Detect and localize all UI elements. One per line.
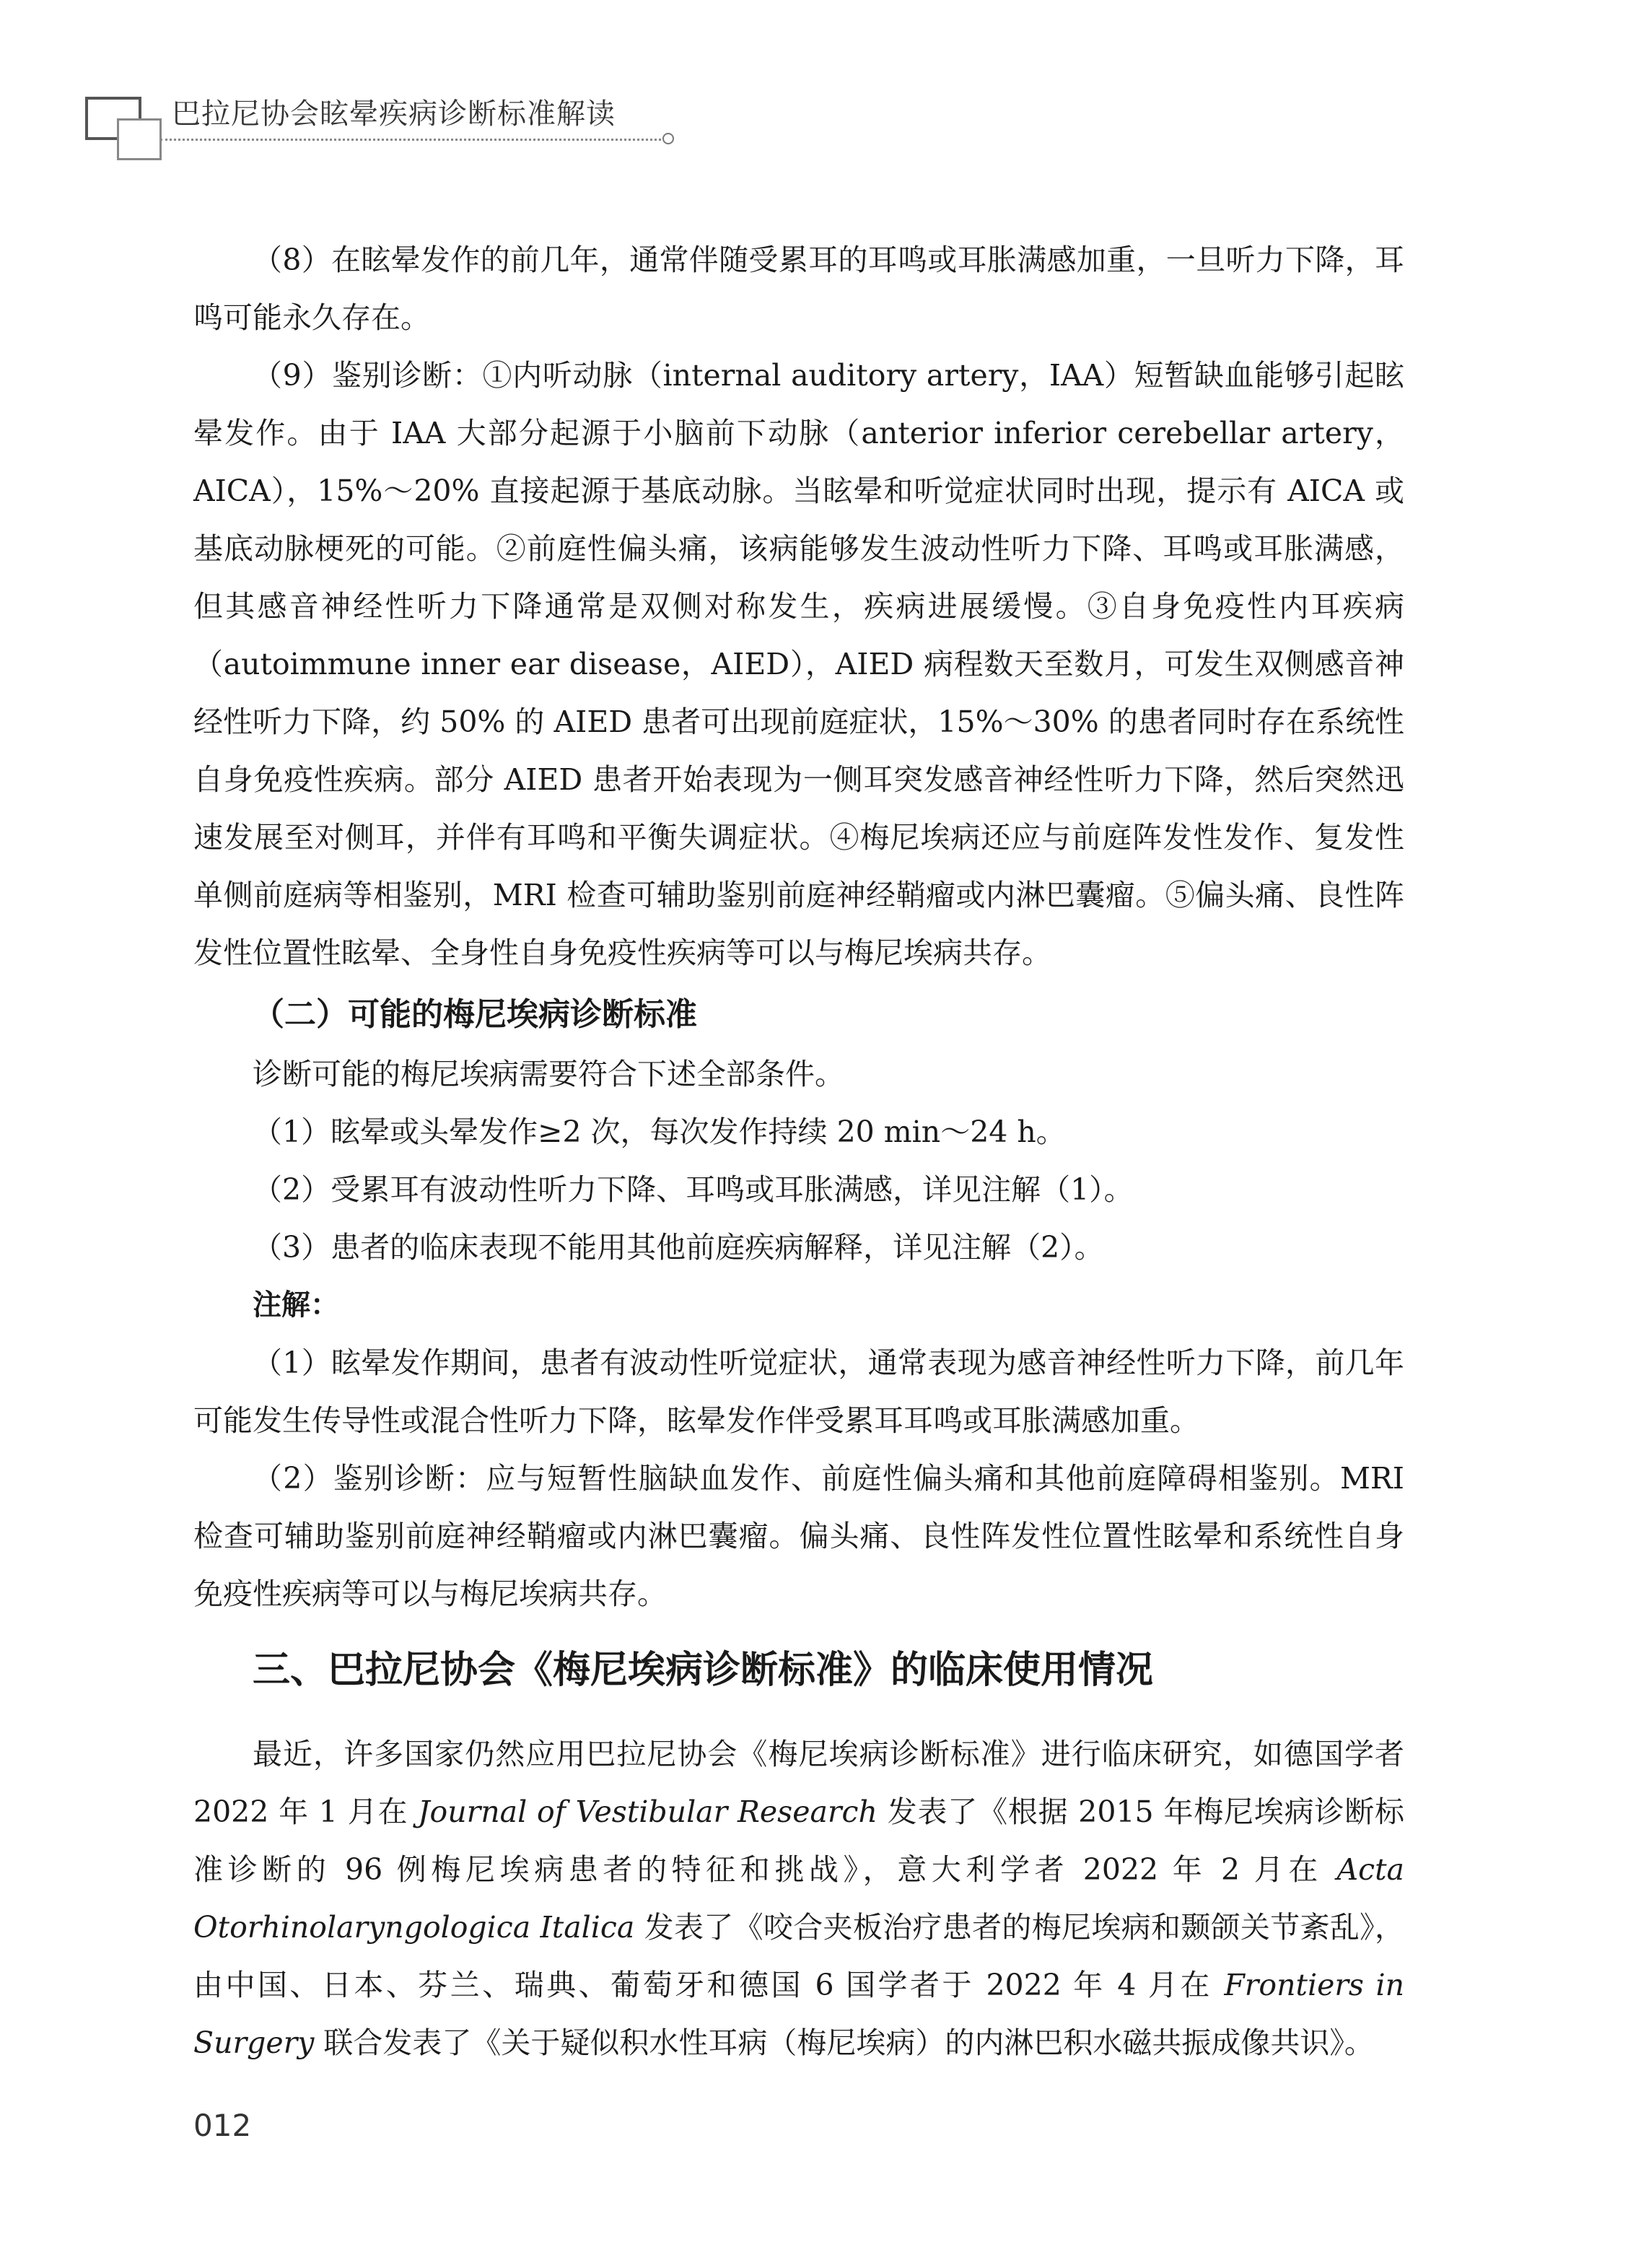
text-run: 发表了《根据 2015 年梅尼埃病诊断标准诊断的 96 例梅尼埃病患者的特征和挑战》，意大利学者 2022 年 2 月在 xyxy=(193,1794,1404,1887)
header-title: 巴拉尼协会眩晕疾病诊断标准解读 xyxy=(172,97,616,131)
criteria-intro: 诊断可能的梅尼埃病需要符合下述全部条件。 xyxy=(253,1057,844,1091)
page-number: 012 xyxy=(193,2108,252,2143)
note-2: （2）鉴别诊断：应与短暂性脑缺血发作、前庭性偏头痛和其他前庭障碍相鉴别。MRI 检查可辅助鉴别前庭神经鞘瘤或内淋巴囊瘤。偏头痛、良性阵发性位置性眩晕和系统性自身免疫性疾病等可以与梅尼埃病共存。 xyxy=(193,1461,1404,1611)
header-dotted-rule xyxy=(160,139,665,141)
text-run: 联合发表了《关于疑似积水性耳病（梅尼埃病）的内淋巴积水磁共振成像共识》。 xyxy=(314,2025,1374,2060)
header-rule-end-icon xyxy=(662,133,674,144)
running-header xyxy=(79,87,678,159)
section-heading-clinical-use: 三、巴拉尼协会《梅尼埃病诊断标准》的临床使用情况 xyxy=(253,1649,1154,1692)
notes-label: 注解： xyxy=(253,1288,339,1322)
journal-name: Journal of Vestibular Research xyxy=(418,1794,878,1829)
criterion-2: （2）受累耳有波动性听力下降、耳鸣或耳胀满感，详见注解（1）。 xyxy=(253,1172,1134,1207)
header-logo-overlap-icon xyxy=(117,118,162,160)
paragraph-item-8: （8）在眩晕发作的前几年，通常伴随受累耳的耳鸣或耳胀满感加重，一旦听力下降，耳鸣可能永久存在。 xyxy=(193,243,1404,335)
paragraph-clinical-use xyxy=(193,1725,1404,2072)
subheading-possible-criteria: （二）可能的梅尼埃病诊断标准 xyxy=(253,996,697,1033)
journal-name: Frontiers in Surgery xyxy=(193,1968,1404,2060)
text-run: 发表了《咬合夹板治疗患者的梅尼埃病和颞颌关节紊乱》，由中国、日本、芬兰、瑞典、葡萄牙和德国 6 国学者于 2022 年 4 月在 xyxy=(193,1910,1404,2002)
text-run: 最近，许多国家仍然应用巴拉尼协会《梅尼埃病诊断标准》进行临床研究，如德国学者 2022 年 1 月在 xyxy=(193,1737,1404,1829)
criterion-3: （3）患者的临床表现不能用其他前庭疾病解释，详见注解（2）。 xyxy=(253,1230,1104,1265)
page-body xyxy=(193,231,1404,2072)
journal-name: Acta Otorhinolaryngologica Italica xyxy=(193,1852,1404,1945)
note-1: （1）眩晕发作期间，患者有波动性听觉症状，通常表现为感音神经性听力下降，前几年可能发生传导性或混合性听力下降，眩晕发作伴受累耳耳鸣或耳胀满感加重。 xyxy=(193,1345,1404,1438)
criterion-1: （1）眩晕或头晕发作≥2 次，每次发作持续 20 min～24 h。 xyxy=(253,1115,1066,1149)
paragraph-item-9: （9）鉴别诊断：①内听动脉（internal auditory artery，IAA）短暂缺血能够引起眩晕发作。由于 IAA 大部分起源于小脑前下动脉（anterior inferior cerebellar artery，AICA），15%～20% 直接起源于基底动脉。当眩晕和听觉症状同时出现，提示有 AICA 或基底动脉梗死的可能。②前庭性偏头痛，该病能够发生波动性听力下降、耳鸣或耳胀满感，但其感音神经性听力下降通常是双侧对称发生，疾病进展缓慢。③自身免疫性内耳疾病（autoimmune inner ear disease，AIED），AIED 病程数天至数月，可发生双侧感音神经性听力下降，约 50% 的 AIED 患者可出现前庭症状，15%～30% 的患者同时存在系统性自身免疫性疾病。部分 AIED 患者开始表现为一侧耳突发感音神经性听力下降，然后突然迅速发展至对侧耳，并伴有耳鸣和平衡失调症状。④梅尼埃病还应与前庭阵发性发作、复发性单侧前庭病等相鉴别，MRI 检查可辅助鉴别前庭神经鞘瘤或内淋巴囊瘤。⑤偏头痛、良性阵发性位置性眩晕、全身性自身免疫性疾病等可以与梅尼埃病共存。 xyxy=(193,358,1404,970)
